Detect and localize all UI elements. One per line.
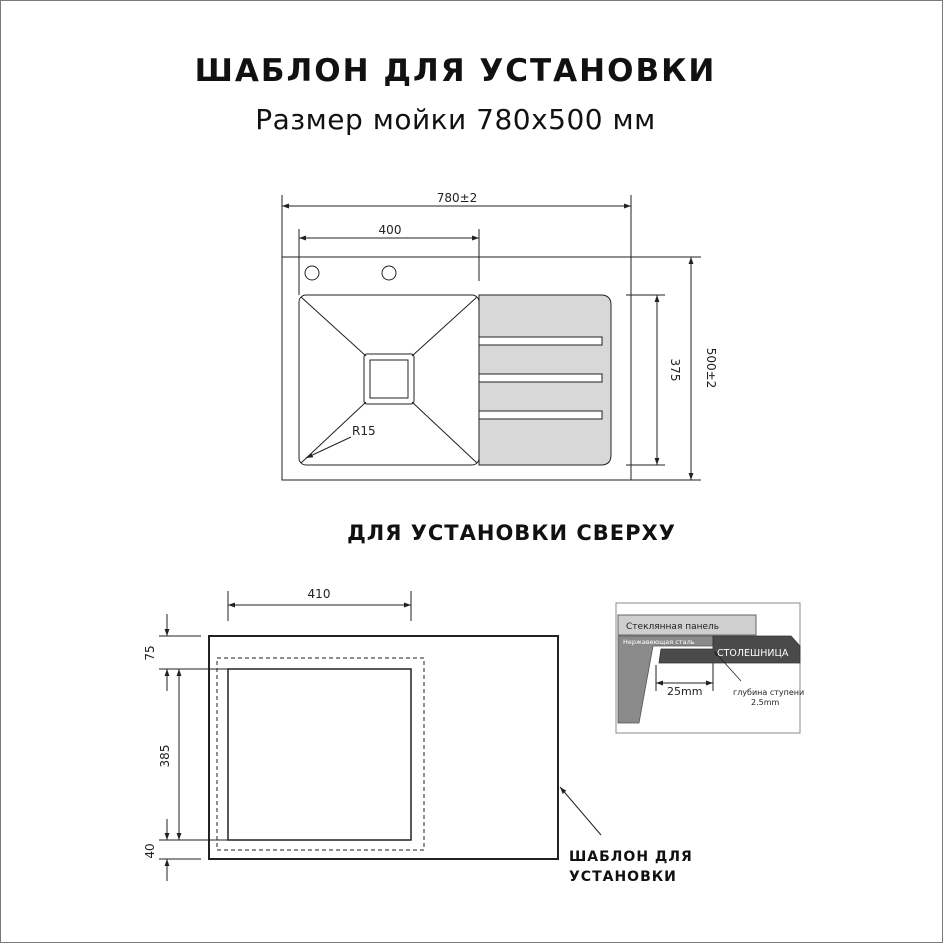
technical-drawing xyxy=(1,1,944,944)
tap-hole-right xyxy=(382,266,396,280)
glass-panel-label: Стеклянная панель xyxy=(626,622,720,632)
countertop-label: СТОЛЕШНИЦА xyxy=(717,648,789,659)
page-subtitle: Размер мойки 780x500 мм xyxy=(255,103,656,136)
dim-label-40: 40 xyxy=(143,843,157,859)
template-label-line1: ШАБЛОН ДЛЯ xyxy=(569,849,693,865)
dim-label-75: 75 xyxy=(143,645,157,661)
template-label-line2: УСТАНОВКИ xyxy=(569,869,677,885)
depth-25mm-label: 25mm xyxy=(667,685,703,698)
drainboard-rib-1 xyxy=(479,337,602,345)
dim-label-375: 375 xyxy=(668,358,682,382)
cutout-dashed-outline xyxy=(217,658,424,850)
dim-label-500: 500±2 xyxy=(704,347,718,389)
cutout-opening xyxy=(228,669,411,840)
stainless-steel-label: Нержавеющая сталь xyxy=(623,638,695,646)
page-title: ШАБЛОН ДЛЯ УСТАНОВКИ xyxy=(194,53,717,89)
bowl-slope-tl xyxy=(301,297,366,356)
cutout-template xyxy=(209,636,558,859)
dim-label-410: 410 xyxy=(307,587,331,601)
bottom-dimensions xyxy=(159,591,601,881)
tap-hole-left xyxy=(305,266,319,280)
drain-inner xyxy=(370,360,408,398)
bowl-slope-br xyxy=(412,402,477,463)
radius-leader xyxy=(306,437,351,458)
dim-label-385: 385 xyxy=(158,744,172,768)
drain-outer xyxy=(364,354,414,404)
dim-label-780: 780±2 xyxy=(436,191,478,205)
section-title: ДЛЯ УСТАНОВКИ СВЕРХУ xyxy=(347,521,676,545)
bowl-slope-tr xyxy=(412,297,477,356)
template-leader xyxy=(560,787,601,835)
template-label xyxy=(569,847,693,887)
drainboard-rib-2 xyxy=(479,374,602,382)
step-depth-label-1: глубина ступени xyxy=(733,688,805,697)
radius-label: R15 xyxy=(352,424,376,438)
drainboard-rib-3 xyxy=(479,411,602,419)
sink-top-view xyxy=(282,257,631,480)
step-depth-label-2: 2.5mm xyxy=(751,698,780,707)
dim-label-400: 400 xyxy=(378,223,402,237)
